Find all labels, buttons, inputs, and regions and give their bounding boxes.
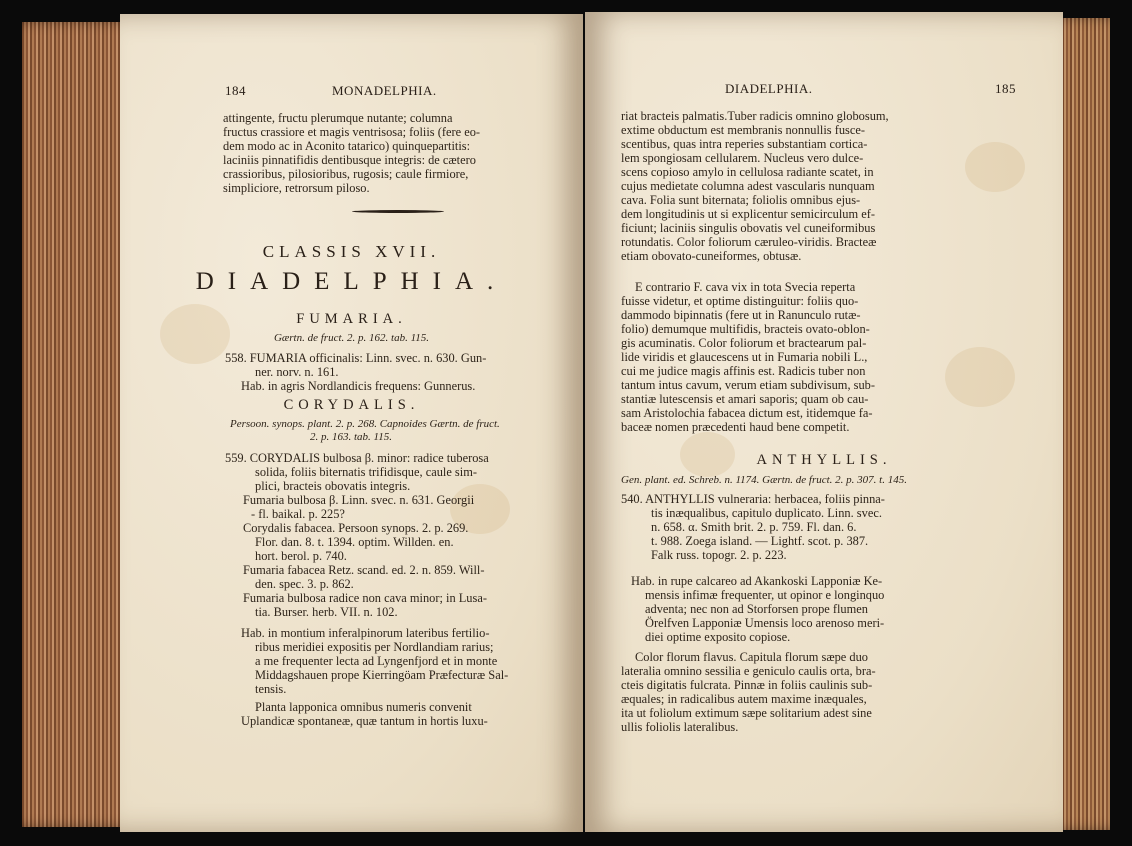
left-page [120, 14, 583, 832]
right-running-head: DIADELPHIA. [725, 81, 813, 96]
genus-reference-corydalis: Persoon. synops. plant. 2. p. 268. Capnoides Gærtn. de fruct. 2. p. 163. tab. 115. [230, 418, 500, 443]
right-page-number: 185 [995, 81, 1016, 96]
entry-558: 558. FUMARIA officinalis: Linn. svec. n. 630. Gun- ner. norv. n. 161. Hab. in agris Nordlandicis frequens: Gunnerus. [225, 351, 487, 393]
class-name: DIADELPHIA. [195, 268, 508, 295]
color-paragraph: Color florum flavus. Capitula florum sæpe duo lateralia omnino sessilia e geniculo caulis orta, bra- cteis digitatis fulcrata. Pinnæ in foliis caulinis sub- æquales; in radicalibus autem maxime inæquales, ita ut foliolum extimum sæpe solitarium adest sine ullis foliolis lateralibus. [621, 650, 876, 734]
genus-reference-fumaria: Gærtn. de fruct. 2. p. 162. tab. 115. [273, 332, 429, 344]
entry-540: 540. ANTHYLLIS vulneraria: herbacea, foliis pinna- tis inæqualibus, capitulo duplicato. Linn. svec. n. 658. α. Smith brit. 2. p. 759. Fl. dan. 6. t. 988. Zoega island. — Lightf. scot. p. 387. Falk russ. topogr. 2. p. 223. [621, 492, 885, 562]
genus-heading-fumaria: FUMARIA. [296, 311, 407, 327]
section-rule [352, 210, 444, 213]
planta-paragraph: Planta lapponica omnibus numeris convenit Uplandicæ spontaneæ, quæ tantum in hortis luxu- [241, 700, 488, 728]
genus-heading-corydalis: CORYDALIS. [283, 397, 420, 413]
habitat-paragraph-anthyllis: Hab. in rupe calcareo ad Akankoski Lapponiæ Ke- mensis infimæ frequenter, ut opinor e longinquo adventa; nec non ad Storforsen prope flumen Örelfven Lapponiæ Umensis loco arenoso meri- diei optime exposito copiose. [631, 574, 885, 644]
contrario-paragraph: E contrario F. cava vix in tota Svecia reperta fuisse videtur, et optime distinguitur: foliis quo- dammodo bipinnatis (fere ut in Ranunculo rutæ- folio) demumque multifidis, bracteis ovato-oblon- gis acuminatis. Color foliorum et bractearum pal- lide viridis et glaucescens ut in Fumaria nobili L., cui me judice magis affinis est. Radicis tuber non tantum intus cavum, verum etiam subdivisum, sub- stantiæ lutescensis et amari saporis; quam ob cau- sam Aristolochia fabacea dictum est, itidemque fa- baceæ nomen præcedenti haud bene competit. [621, 280, 875, 434]
class-title: CLASSIS XVII. [262, 242, 441, 261]
left-top-paragraph: attingente, fructu plerumque nutante; columna fructus crassiore et magis ventrisosa; foliis (fere eo- dem modo ac in Aconito tatarico) quinquepartitis: laciniis pinnatifidis dentibusque integris: de cætero crassioribus, pilosioribus, rugosis; caule firmiore, simpliciore, retrorsum piloso. [223, 111, 481, 195]
left-running-head: MONADELPHIA. [332, 83, 437, 98]
genus-reference-anthyllis: Gen. plant. ed. Schreb. n. 1174. Gærtn. de fruct. 2. p. 307. t. 145. [621, 474, 907, 486]
entry-559: 559. CORYDALIS bulbosa β. minor: radice tuberosa solida, foliis biternatis trifidisque, caule sim- plici, bracteis obovatis integris. Fumaria bulbosa β. Linn. svec. n. 631. Georgii - fl. baikal. p. 225? Corydalis fabacea. Persoon synops. 2. p. 269. Flor. dan. 8. t. 1394. optim. Willden. en. hort. berol. p. 740. Fumaria fabacea Retz. scand. ed. 2. n. 859. Will- den. spec. 3. p. 862. Fumaria bulbosa radice non cava minor; in Lusa- tia. Burser. herb. VII. n. 102. [225, 451, 489, 619]
genus-heading-anthyllis: ANTHYLLIS. [756, 452, 892, 468]
right-top-paragraph: riat bracteis palmatis.Tuber radicis omnino globosum, extime obductum est membranis nonnullis fusce- scentibus, quas intra reperies substantiam cortica- lem spongiosam cellularem. Nucleus vero dulce- scens copioso amylo in cellulosa radiante scatet, in cujus medietate columna adest vascularis nunquam cava. Folia sunt biternata; foliolis omnibus ejus- dem longitudinis ut si explicentur semicirculum ef- ficiunt; laciniis singulis obovatis vel cuneiformibus rotundatis. Color foliorum cæruleo-viridis. Bracteæ etiam obovato-cuneiformes, obtusæ. [621, 109, 889, 263]
habitat-paragraph-corydalis: Hab. in montium inferalpinorum lateribus fertilio- ribus meridiei expositis per Nordlandiam rarius; a me frequenter lecta ad Lyngenfjord et in monte Middagshauen prope Kierringöam Præfecturæ Sal- tensis. [241, 626, 509, 696]
right-page [585, 12, 1063, 832]
left-page-number: 184 [225, 83, 246, 98]
